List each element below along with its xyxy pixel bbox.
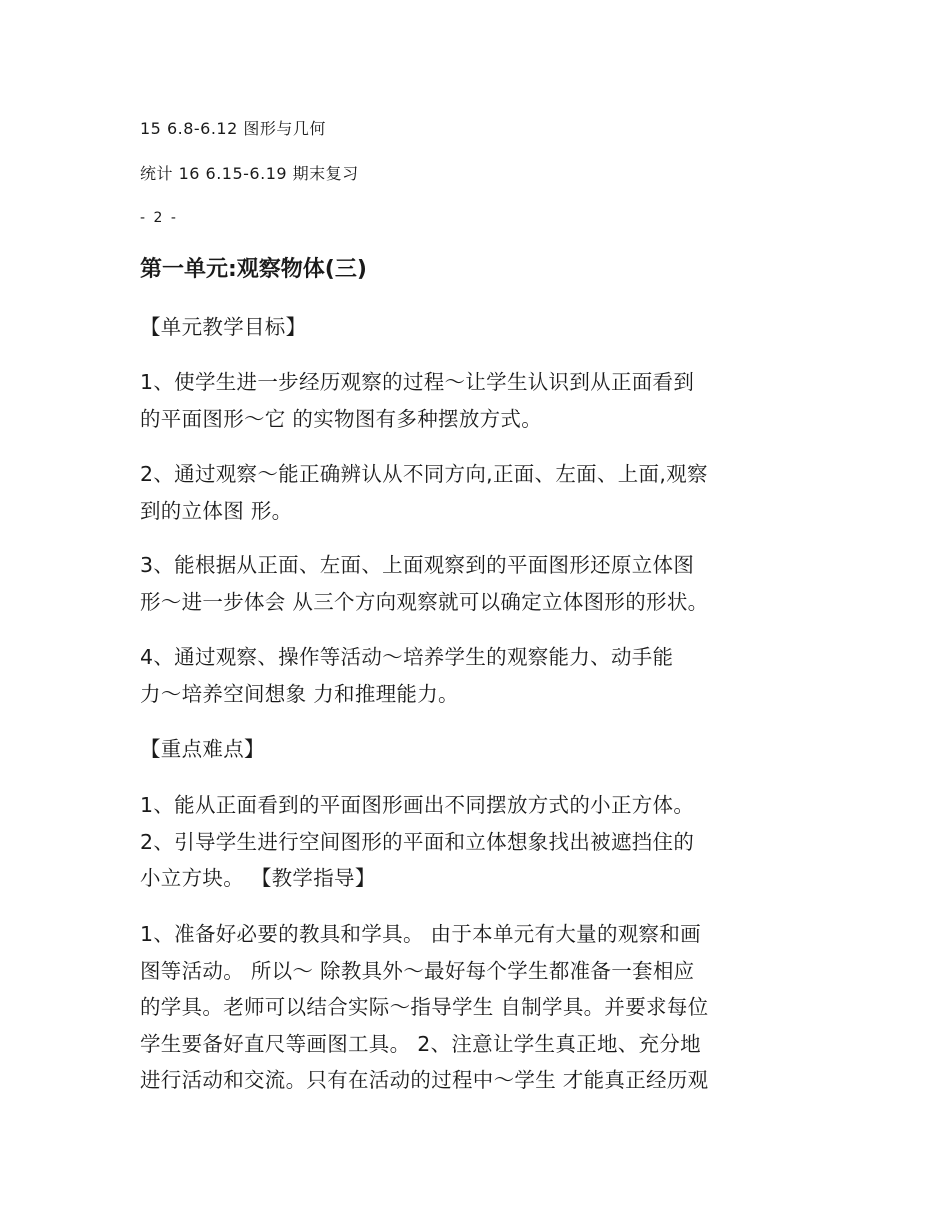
section-title-goals: 【单元教学目标】 bbox=[140, 315, 307, 339]
section-title-key-points: 【重点难点】 bbox=[140, 737, 265, 761]
goal-item-4: 4、通过观察、操作等活动～培养学生的观察能力、动手能 力～培养空间想象 力和推理能力。 bbox=[140, 645, 674, 706]
schedule-line: 15 6.8-6.12 图形与几何 bbox=[140, 119, 326, 138]
goal-item-1: 1、使学生进一步经历观察的过程～让学生认识到从正面看到 的平面图形～它 的实物图有多种摆放方式。 bbox=[140, 370, 695, 431]
page-number: - 2 - bbox=[140, 210, 178, 226]
unit-heading: 第一单元:观察物体(三) bbox=[140, 257, 367, 282]
schedule-line: 统计 16 6.15-6.19 期末复习 bbox=[140, 164, 359, 183]
guidance-block: 1、准备好必要的教具和学具。 由于本单元有大量的观察和画 图等活动。 所以～ 除教具外～最好每个学生都准备一套相应 的学具。老师可以结合实际～指导学生 自制学具。并要求每位 学生要备好直尺等画图工具。 2、注意让学生真正地、充分地 进行活动和交流。只有在活动的过程中～学生 才能真正经历观 bbox=[140, 922, 709, 1092]
goal-item-3: 3、能根据从正面、左面、上面观察到的平面图形还原立体图 形～进一步体会 从三个方向观察就可以确定立体图形的形状。 bbox=[140, 553, 709, 614]
key-points-block: 1、能从正面看到的平面图形画出不同摆放方式的小正方体。 2、引导学生进行空间图形的平面和立体想象找出被遮挡住的 小立方块。 【教学指导】 bbox=[140, 793, 695, 890]
goal-item-2: 2、通过观察～能正确辨认从不同方向,正面、左面、上面,观察 到的立体图 形。 bbox=[140, 462, 708, 523]
